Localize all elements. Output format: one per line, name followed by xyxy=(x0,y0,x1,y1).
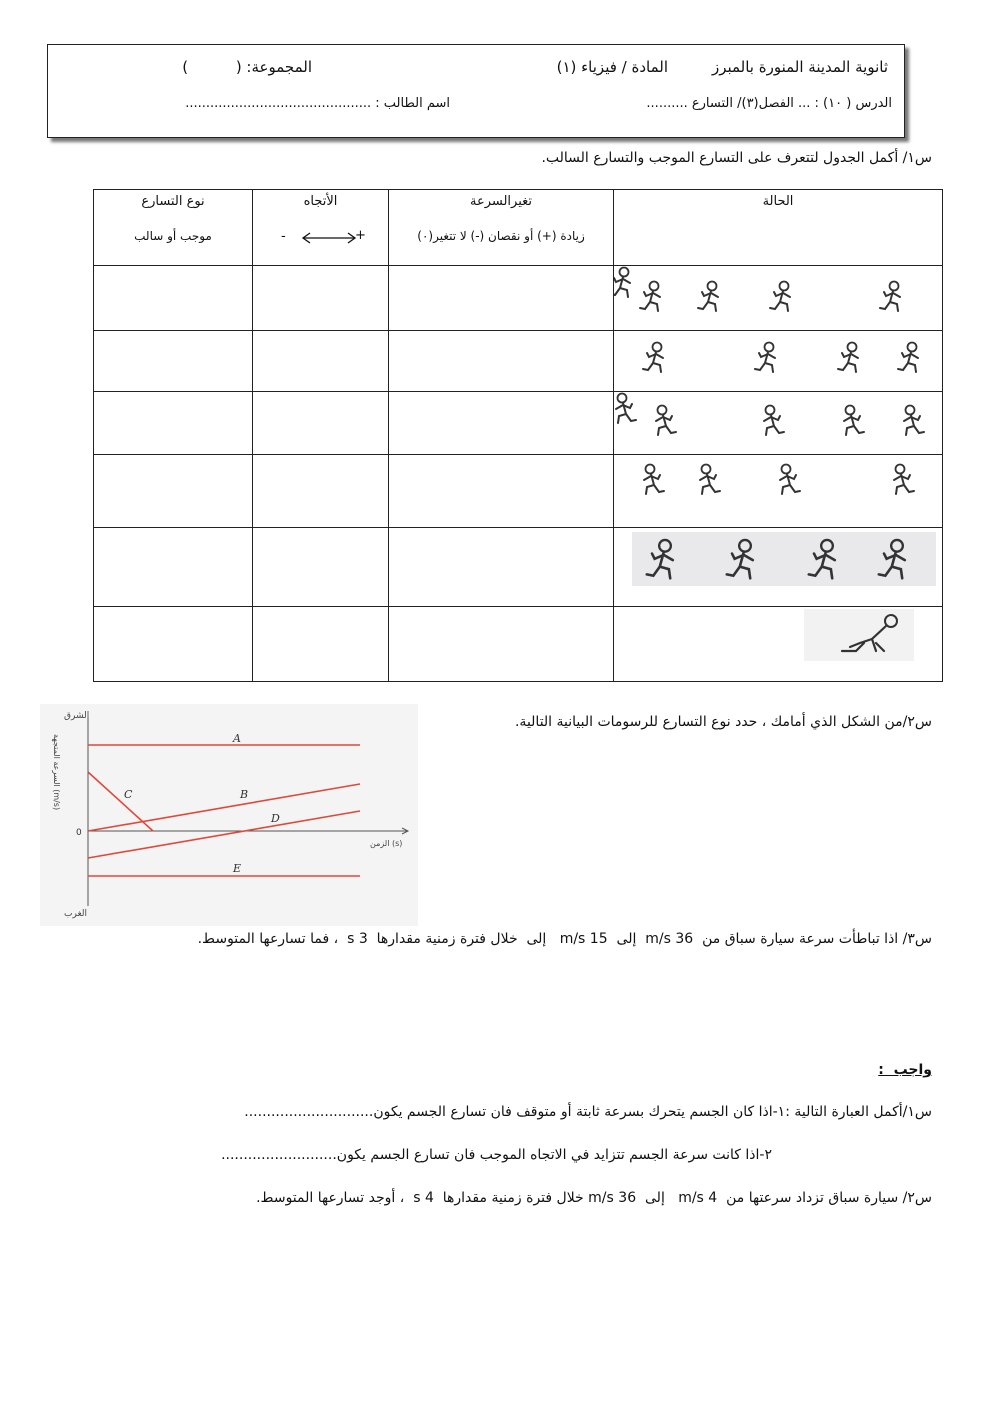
speed-change-cell[interactable] xyxy=(389,528,614,607)
homework-q1-line2: ٢-اذا كانت سرعة الجسم تتزايد في الاتجاه الموجب فان تسارع الجسم يكون.......................... xyxy=(221,1147,772,1163)
direction-minus: - xyxy=(281,229,286,244)
velocity-time-graph xyxy=(40,704,418,926)
runner-sequence-1 xyxy=(614,266,943,326)
situation-cell xyxy=(614,528,943,607)
table-header-row xyxy=(94,190,943,266)
homework-title: واجب : xyxy=(878,1062,932,1078)
speed-change-cell[interactable] xyxy=(389,607,614,682)
col-accel-type xyxy=(94,190,253,266)
situation-cell xyxy=(614,266,943,331)
subject-label: المادة / فيزياء (١) xyxy=(556,58,668,76)
speed-change-cell[interactable] xyxy=(389,392,614,455)
homework-q1-line1: س١/أكمل العبارة التالية :١-اذا كان الجسم يتحرك بسرعة ثابتة أو متوقف فان تسارع الجسم يكون............................. xyxy=(244,1104,932,1120)
accel-type-cell[interactable] xyxy=(94,392,253,455)
q1-prompt: س١/ أكمل الجدول لتتعرف على التسارع الموجب والتسارع السالب. xyxy=(541,150,932,166)
direction-cell[interactable] xyxy=(253,607,389,682)
graph-top-label: الشرق xyxy=(64,711,90,721)
direction-cell[interactable] xyxy=(253,455,389,528)
line-c-label: C xyxy=(124,788,133,801)
direction-cell[interactable] xyxy=(253,266,389,331)
runner-sequence-5 xyxy=(614,528,943,602)
col-speed-change xyxy=(389,190,614,266)
table-row xyxy=(94,392,943,455)
graph-y-label: السرعة المتجهة (m/s) xyxy=(52,734,61,811)
col-accel-type-sub: موجب أو سالب xyxy=(134,229,212,243)
col-speed-change-title: تغيرالسرعة xyxy=(469,194,533,209)
direction-plus: + xyxy=(355,228,366,243)
col-direction xyxy=(253,190,389,266)
table-row xyxy=(94,266,943,331)
table-row xyxy=(94,331,943,392)
q3-prompt: س٣/ اذا تباطأت سرعة سيارة سباق من 36 m/s إلى 15 m/s إلى خلال فترة زمنية مقدارها 3 s ، فما تسارعها المتوسط. xyxy=(197,931,932,947)
school-name: ثانوية المدينة المنورة بالمبرز xyxy=(711,58,888,76)
lesson-label: الدرس ( ١٠) : ... الفصل(٣)/ التسارع .......... xyxy=(646,96,892,111)
line-a-label: A xyxy=(233,732,241,745)
graph-origin-label: 0 xyxy=(76,828,82,838)
direction-cell[interactable] xyxy=(253,528,389,607)
speed-change-cell[interactable] xyxy=(389,331,614,392)
speed-change-cell[interactable] xyxy=(389,266,614,331)
direction-cell[interactable] xyxy=(253,331,389,392)
double-arrow-icon xyxy=(299,231,359,245)
col-situation-title: الحالة xyxy=(762,194,794,209)
direction-cell[interactable] xyxy=(253,392,389,455)
speed-change-cell[interactable] xyxy=(389,455,614,528)
runner-sequence-4 xyxy=(614,455,943,523)
col-direction-title: الأتجاه xyxy=(303,194,338,209)
table-row xyxy=(94,528,943,607)
acceleration-table xyxy=(93,189,943,682)
col-speed-change-sub: زيادة (+) أو نقصان (-) لا تتغير(٠) xyxy=(417,229,585,243)
q2-prompt: س٢/من الشكل الذي أمامك ، حدد نوع التسارع للرسومات البيانية التالية. xyxy=(514,714,932,730)
accel-type-cell[interactable] xyxy=(94,528,253,607)
homework-q2: س٢/ سيارة سباق تزداد سرعتها من 4 m/s إلى 36 m/s خلال فترة زمنية مقدارها 4 s ، أوجد تسارعها المتوسط. xyxy=(256,1190,932,1206)
situation-cell xyxy=(614,455,943,528)
situation-cell xyxy=(614,392,943,455)
table-row xyxy=(94,607,943,682)
group-label: المجموعة: ( ) xyxy=(182,58,312,76)
runner-sequence-3 xyxy=(614,392,943,450)
col-accel-type-title: نوع التسارع xyxy=(141,194,205,209)
situation-cell xyxy=(614,331,943,392)
line-b-label: B xyxy=(240,788,249,801)
accel-type-cell[interactable] xyxy=(94,455,253,528)
runner-sequence-2 xyxy=(614,331,943,387)
col-situation xyxy=(614,190,943,266)
graph-bottom-label: الغرب xyxy=(64,909,88,919)
student-name-field[interactable]: اسم الطالب : ............................................. xyxy=(185,96,450,111)
accel-type-cell[interactable] xyxy=(94,607,253,682)
accel-type-cell[interactable] xyxy=(94,331,253,392)
line-e-label: E xyxy=(233,862,242,875)
runner-start-position xyxy=(614,607,943,677)
line-d-label: D xyxy=(271,812,280,825)
table-row xyxy=(94,455,943,528)
situation-cell xyxy=(614,607,943,682)
graph-x-label: الزمن (s) xyxy=(370,839,403,848)
accel-type-cell[interactable] xyxy=(94,266,253,331)
